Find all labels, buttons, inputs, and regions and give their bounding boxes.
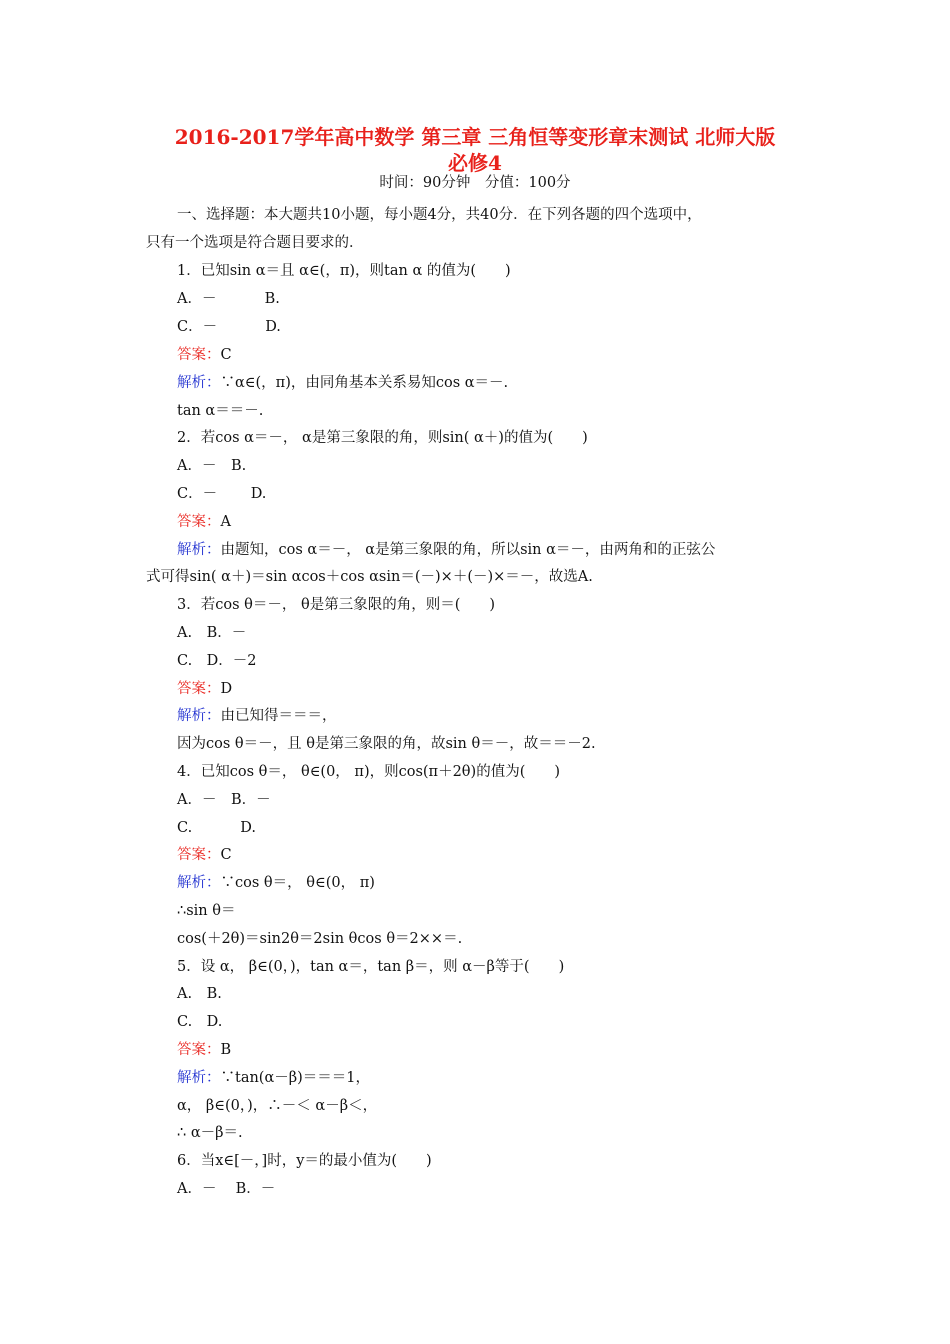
answer-value: A [220, 514, 231, 530]
answer-value: C [220, 847, 232, 863]
analysis-line [177, 873, 847, 893]
analysis-continued: α， β∈(0，)，∴－＜ α－β＜， [177, 1098, 378, 1114]
document-title-line2: 必修4 [448, 151, 502, 175]
section-intro-continued: 只有一个选项是符合题目要求的． [146, 235, 364, 251]
answer-line [177, 1040, 847, 1060]
answer-line [177, 845, 847, 865]
answer-value: D [220, 681, 233, 697]
question-options: A. B. [177, 986, 222, 1002]
answer-line [177, 679, 847, 699]
question-options: C. D. [177, 1014, 223, 1030]
question-stem: 3．若cos θ＝－， θ是第三象限的角，则＝( ) [177, 597, 496, 613]
answer-value: B [220, 1042, 232, 1058]
analysis-label: 解析： [177, 375, 221, 391]
answer-label: 答案： [177, 681, 221, 697]
question-stem: 4．已知cos θ＝， θ∈(0， π)，则cos(π＋2θ)的值为( ) [177, 764, 561, 780]
question-options: C. D．－2 [177, 653, 257, 669]
analysis-line [177, 540, 847, 560]
analysis-text: 由题知，cos α＝－， α是第三象限的角，所以sin α＝－，由两角和的正弦公 [220, 542, 716, 558]
question-options: A. B．－ [177, 625, 247, 641]
analysis-label: 解析： [177, 1070, 221, 1086]
question-options: A．－ B. [177, 291, 280, 307]
analysis-continued: tan α＝＝－. [177, 403, 264, 419]
question-options: A．－ B．－ [177, 792, 271, 808]
answer-line [177, 512, 847, 532]
analysis-continued: cos(＋2θ)＝sin2θ＝2sin θcos θ＝2××＝. [177, 931, 463, 947]
answer-label: 答案： [177, 847, 221, 863]
time-score-info: 时间：90分钟 分值：100分 [379, 175, 571, 191]
question-stem: 1．已知sin α＝且 α∈(，π)，则tan α 的值为( ) [177, 263, 511, 279]
analysis-text: ∵cos θ＝， θ∈(0， π) [220, 875, 375, 891]
analysis-continued: 因为cos θ＝－，且 θ是第三象限的角，故sin θ＝－，故＝＝－2. [177, 736, 596, 752]
question-options: C. D. [177, 820, 257, 836]
analysis-text: ∵α∈(，π)，由同角基本关系易知cos α＝－. [220, 375, 509, 391]
question-options: C．－ D. [177, 319, 281, 335]
question-stem: 6．当x∈[－，]时，y＝的最小值为( ) [177, 1153, 432, 1169]
analysis-continued: ∴ α－β＝. [177, 1125, 243, 1141]
question-options: A．－ B. [177, 458, 247, 474]
answer-label: 答案： [177, 1042, 221, 1058]
answer-label: 答案： [177, 347, 221, 363]
analysis-continued: 式可得sin( α＋)＝sin αcos＋cos αsin＝(－)×＋(－)×＝－，故选A. [146, 569, 593, 585]
analysis-text: ∵tan(α－β)＝＝＝1， [220, 1070, 371, 1086]
answer-line [177, 345, 847, 365]
analysis-label: 解析： [177, 875, 221, 891]
analysis-text: 由已知得＝＝＝， [220, 708, 337, 724]
analysis-line [177, 373, 847, 393]
question-stem: 2．若cos α＝－， α是第三象限的角，则sin( α＋)的值为( ) [177, 430, 588, 446]
question-options: A．－ B．－ [177, 1181, 276, 1197]
question-stem: 5．设 α， β∈(0，)，tan α＝，tan β＝，则 α－β等于( ) [177, 959, 565, 975]
answer-value: C [220, 347, 232, 363]
analysis-line [177, 706, 847, 726]
question-options: C．－ D. [177, 486, 267, 502]
analysis-continued: ∴sin θ＝ [177, 903, 236, 919]
analysis-label: 解析： [177, 542, 221, 558]
answer-label: 答案： [177, 514, 221, 530]
document-title: 2016-2017学年高中数学 第三章 三角恒等变形章末测试 北师大版 [174, 125, 776, 149]
section-intro: 一、选择题：本大题共10小题，每小题4分，共40分．在下列各题的四个选项中， [177, 207, 702, 223]
analysis-label: 解析： [177, 708, 221, 724]
analysis-line [177, 1068, 847, 1088]
